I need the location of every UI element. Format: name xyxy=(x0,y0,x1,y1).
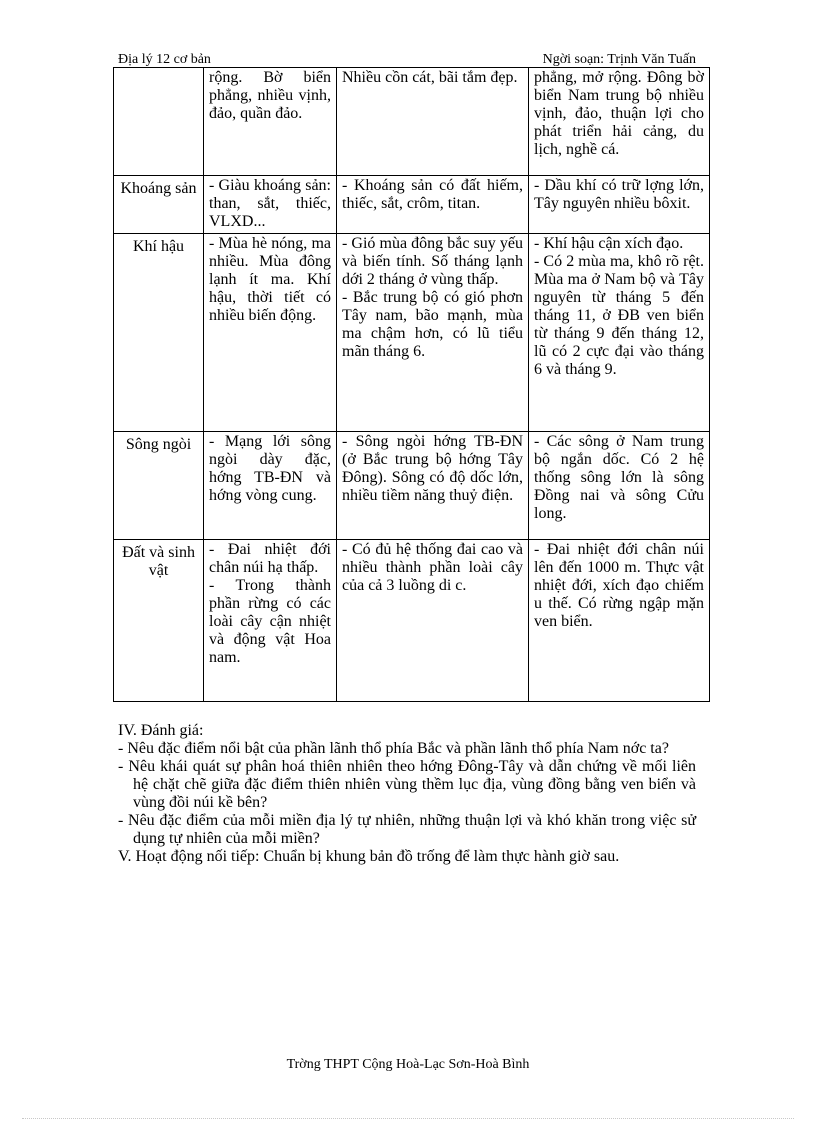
cell-line: - Đai nhiệt đới chân núi hạ thấp. xyxy=(209,541,331,576)
assessment-section xyxy=(118,722,696,866)
table-row-soil-biota xyxy=(114,540,710,702)
category-cell: Khoáng sản xyxy=(114,176,204,234)
category-cell: Đất và sinh vật xyxy=(114,540,204,702)
comparison-table xyxy=(113,67,710,702)
central-cell xyxy=(337,234,529,432)
cell-line: - Có đủ hệ thống đai cao và nhiều thành phần loài cây của cả 3 luồng di c. xyxy=(342,541,523,594)
header-author: Ngời soạn: Trịnh Văn Tuấn xyxy=(542,52,696,67)
central-cell xyxy=(337,68,529,176)
question-item: - Nêu khái quát sự phân hoá thiên nhiên theo hớng Đông-Tây và dẫn chứng về mối liên hệ chặt chẽ giữa đặc điểm thiên nhiên vùng thềm lục địa, vùng đồng bằng ven biển và vùng đồi núi kề bên? xyxy=(118,758,696,811)
cell-line: - Các sông ở Nam trung bộ ngắn dốc. Có 2 hệ thống sông lớn là sông Đồng nai và sông Cửu long. xyxy=(534,433,704,522)
category-cell: Khí hậu xyxy=(114,234,204,432)
cell-line: - Mùa hè nóng, ma nhiều. Mùa đông lạnh ít ma. Khí hậu, thời tiết có nhiều biến động. xyxy=(209,235,331,324)
page-edge-divider xyxy=(22,1118,794,1119)
cell-line: - Bắc trung bộ có gió phơn Tây nam, bão mạnh, mùa ma chậm hơn, có lũ tiểu mãn tháng 6. xyxy=(342,289,523,360)
south-cell xyxy=(529,432,710,540)
south-cell xyxy=(529,68,710,176)
table-row-rivers xyxy=(114,432,710,540)
cell-line: - Có 2 mùa ma, khô rõ rệt. Mùa ma ở Nam bộ và Tây nguyên từ tháng 5 đến tháng 11, ở ĐB ven biển từ tháng 9 đến tháng 12, lũ có 2 cực đại vào tháng 6 và tháng 9. xyxy=(534,253,704,378)
follow-up-activity: V. Hoạt động nối tiếp: Chuẩn bị khung bản đồ trống để làm thực hành giờ sau. xyxy=(118,848,620,865)
table-row-minerals xyxy=(114,176,710,234)
cell-line: - Gió mùa đông bắc suy yếu và biến tính. Số tháng lạnh dới 2 tháng ở vùng thấp. xyxy=(342,235,523,288)
section-heading: IV. Đánh giá: xyxy=(118,722,204,739)
category-cell: Sông ngòi xyxy=(114,432,204,540)
north-cell xyxy=(204,234,337,432)
cell-line: - Khoáng sản có đất hiếm, thiếc, sắt, crôm, titan. xyxy=(342,177,523,212)
cell-line: - Đai nhiệt đới chân núi lên đến 1000 m. Thực vật nhiệt đới, xích đạo chiếm u thế. Có rừng ngập mặn ven biển. xyxy=(534,541,704,630)
central-cell xyxy=(337,540,529,702)
south-cell xyxy=(529,176,710,234)
header-subject: Địa lý 12 cơ bản xyxy=(118,52,211,67)
central-cell xyxy=(337,432,529,540)
cell-line: rộng. Bờ biển phẳng, nhiều vịnh, đảo, quần đảo. xyxy=(209,69,331,122)
cell-line: - Dầu khí có trữ lợng lớn, Tây nguyên nhiều bôxit. xyxy=(534,177,704,212)
question-item: - Nêu đặc điểm của mỗi miền địa lý tự nhiên, những thuận lợi và khó khăn trong việc sử dụng tự nhiên của mỗi miền? xyxy=(118,812,696,847)
north-cell xyxy=(204,540,337,702)
cell-line: Nhiều cồn cát, bãi tắm đẹp. xyxy=(342,69,518,86)
cell-line: - Trong thành phần rừng có các loài cây cận nhiệt và động vật Hoa nam. xyxy=(209,577,331,666)
cell-line: phẳng, mở rộng. Đông bờ biển Nam trung bộ nhiều vịnh, đảo, thuận lợi cho phát triển hải cảng, du lịch, nghề cá. xyxy=(534,69,704,158)
central-cell xyxy=(337,176,529,234)
south-cell xyxy=(529,234,710,432)
question-item: - Nêu đặc điểm nổi bật của phần lãnh thổ phía Bắc và phần lãnh thổ phía Nam nớc ta? xyxy=(118,740,669,757)
cell-line: - Sông ngòi hớng TB-ĐN (ở Bắc trung bộ hớng Tây Đông). Sông có độ dốc lớn, nhiều tiềm năng thuỷ điện. xyxy=(342,433,523,504)
cell-line: - Giàu khoáng sản: than, sắt, thiếc, VLXD... xyxy=(209,177,331,230)
north-cell xyxy=(204,68,337,176)
north-cell xyxy=(204,176,337,234)
north-cell xyxy=(204,432,337,540)
table-row-climate xyxy=(114,234,710,432)
cell-line: - Mạng lới sông ngòi dày đặc, hớng TB-ĐN và hớng vòng cung. xyxy=(209,433,331,504)
page-footer: Trờng THPT Cộng Hoà-Lạc Sơn-Hoà Bình xyxy=(286,1057,530,1072)
table-row-coast xyxy=(114,68,710,176)
category-cell xyxy=(114,68,204,176)
cell-line: - Khí hậu cận xích đạo. xyxy=(534,235,684,252)
south-cell xyxy=(529,540,710,702)
